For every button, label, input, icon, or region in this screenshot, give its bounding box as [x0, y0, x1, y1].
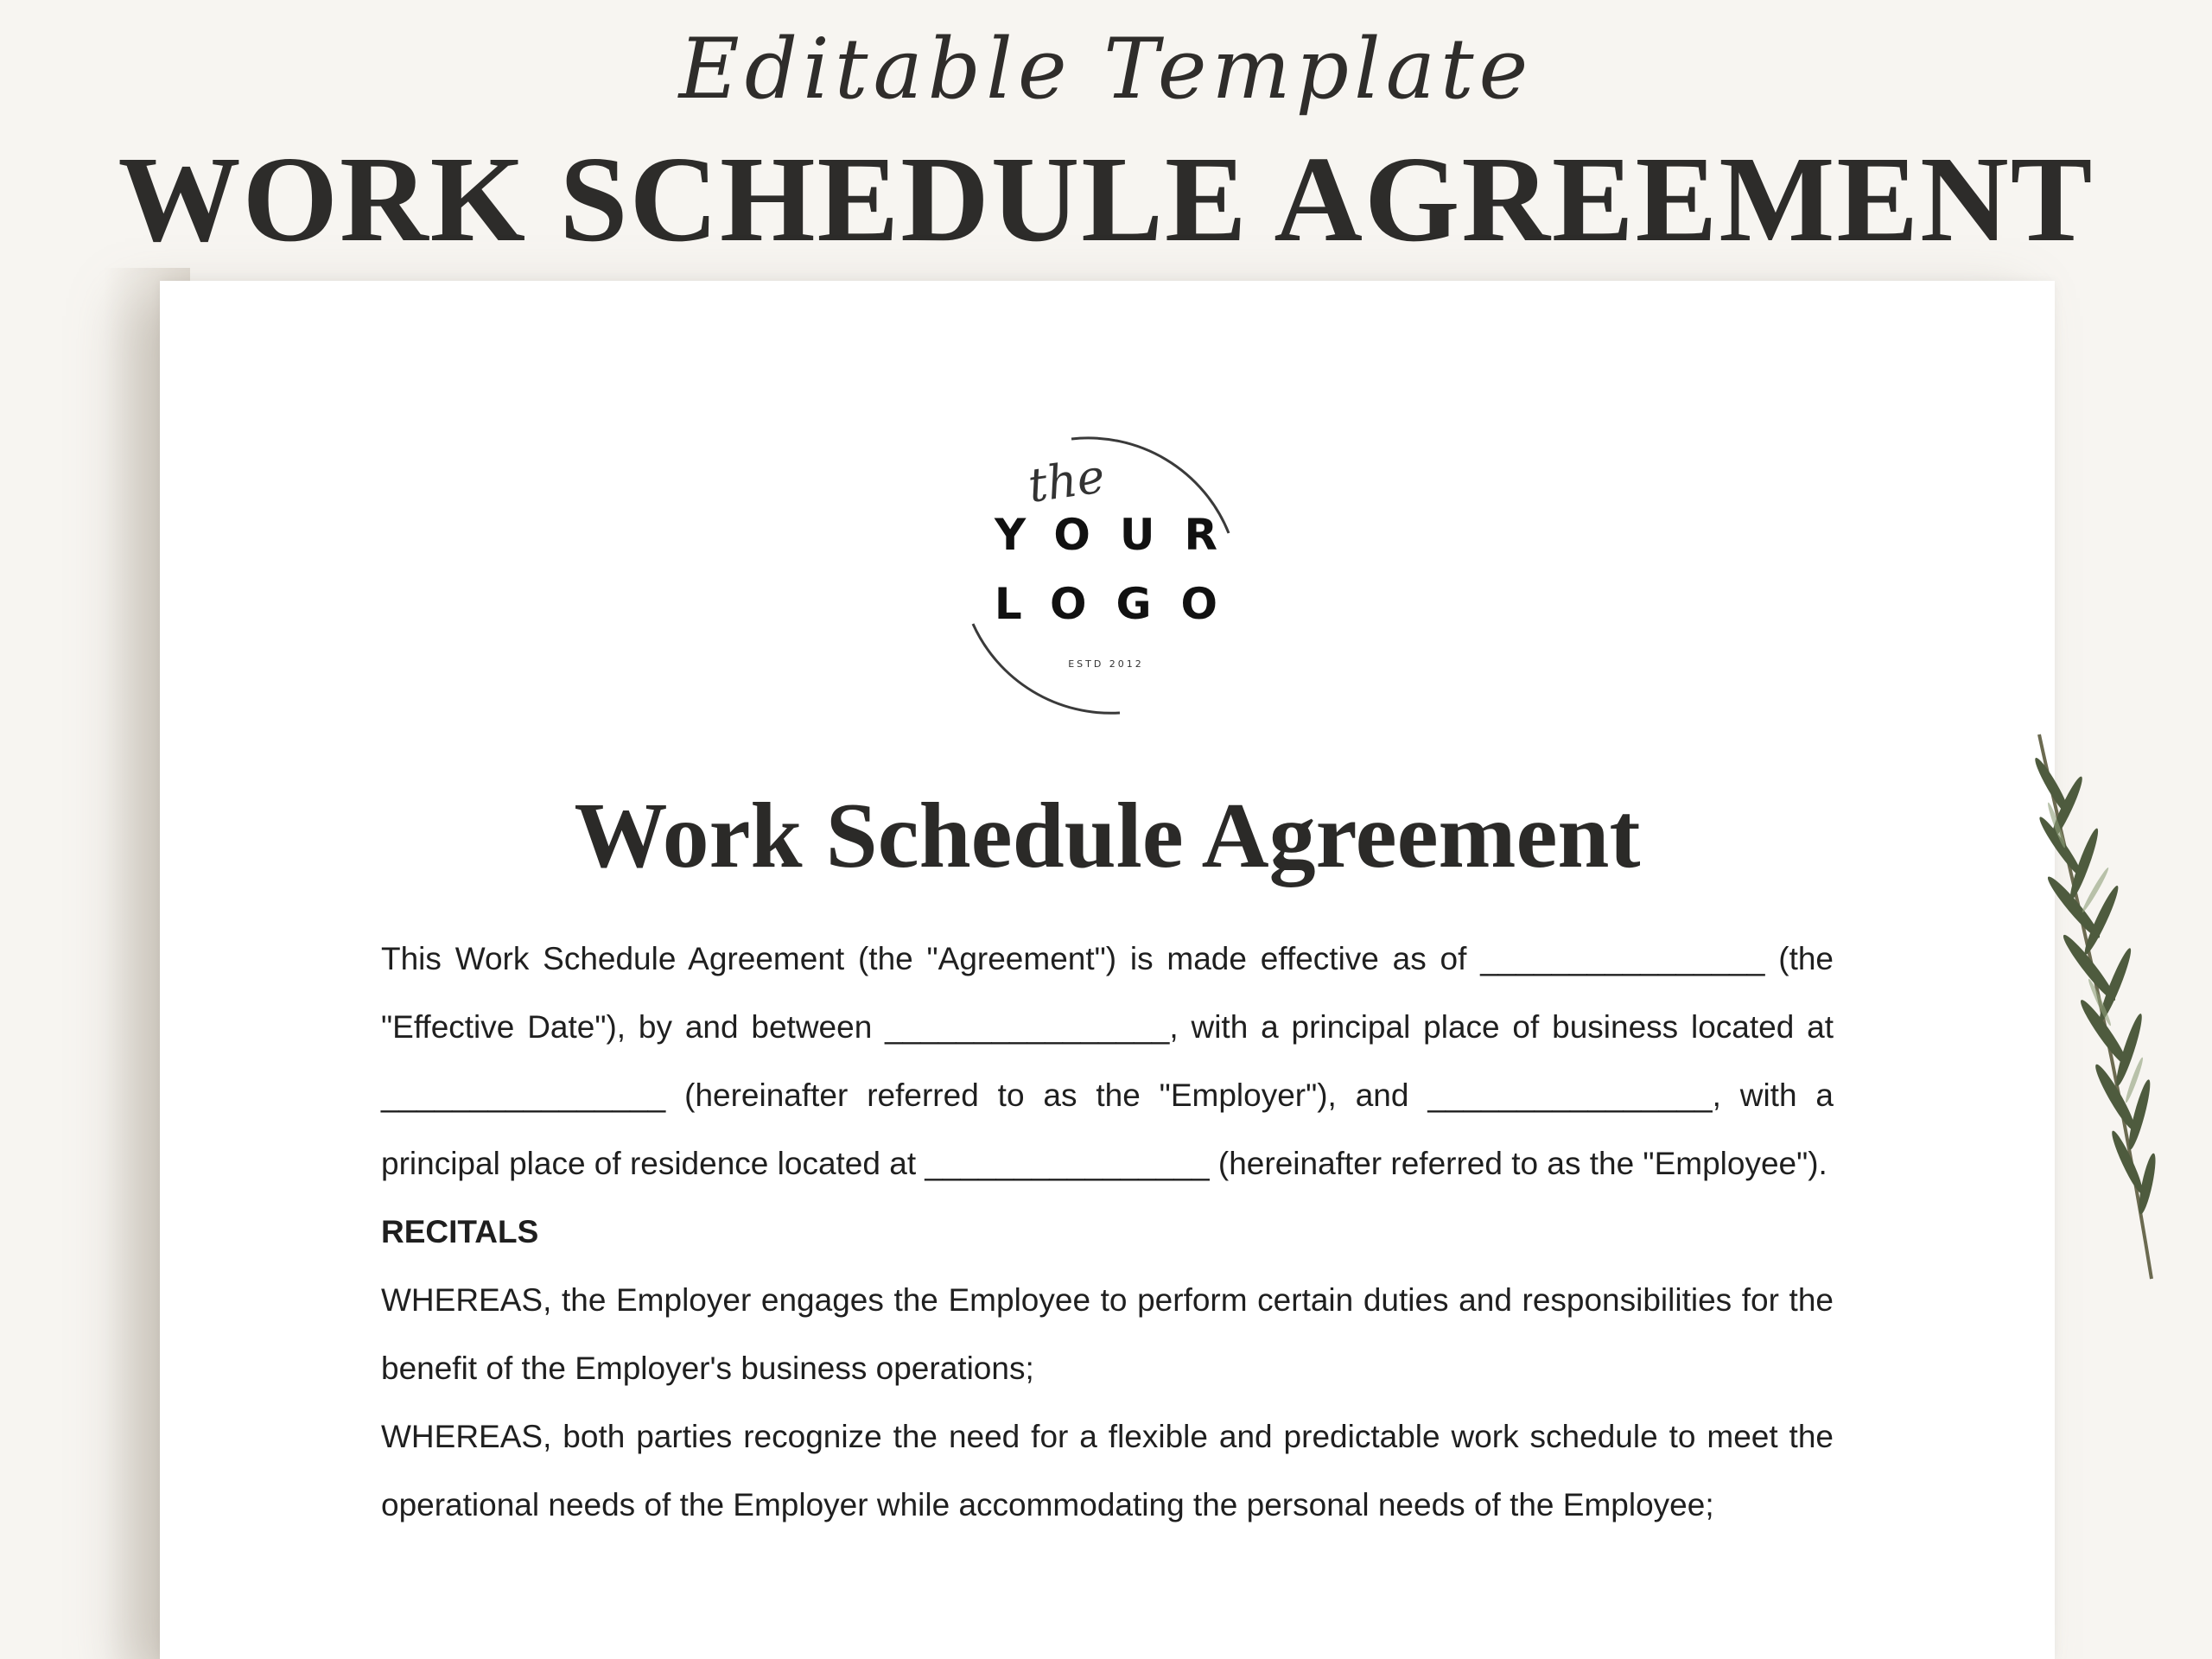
- header-title: WORK SCHEDULE AGREEMENT: [118, 130, 2094, 267]
- logo: [950, 419, 1262, 730]
- rosemary-sprig-icon: [2013, 726, 2186, 1287]
- logo-the: the: [1025, 448, 1109, 513]
- intro-paragraph: This Work Schedule Agreement (the "Agreement") is made effective as of ________________ (the "Effective Date"), by and between ________________, with a principal place of business located at ________________ (hereinafter referred to as the "Employer"), and ________________, with a principal place of residence located at ________________ (hereinafter referred to as the "Employee").: [381, 941, 1834, 1181]
- header-subtitle: Editable Template: [678, 21, 1534, 118]
- logo-your: YOUR: [994, 510, 1248, 560]
- logo-logo: LOGO: [994, 579, 1248, 629]
- whereas-paragraph-2: WHEREAS, both parties recognize the need for a flexible and predictable work schedule to meet the operational needs of the Employer while accommodating the personal needs of the Employee;: [381, 1419, 1834, 1522]
- document-page: [160, 281, 2055, 1659]
- recitals-heading: RECITALS: [381, 1214, 539, 1249]
- logo-circle-icon: [950, 419, 1262, 730]
- document-title: Work Schedule Agreement: [574, 785, 1641, 887]
- whereas-paragraph-1: WHEREAS, the Employer engages the Employee to perform certain duties and responsibilities for the benefit of the Employer's business operations;: [381, 1282, 1834, 1386]
- logo-estd: ESTD 2012: [1068, 658, 1144, 670]
- document-body: [381, 925, 1834, 1539]
